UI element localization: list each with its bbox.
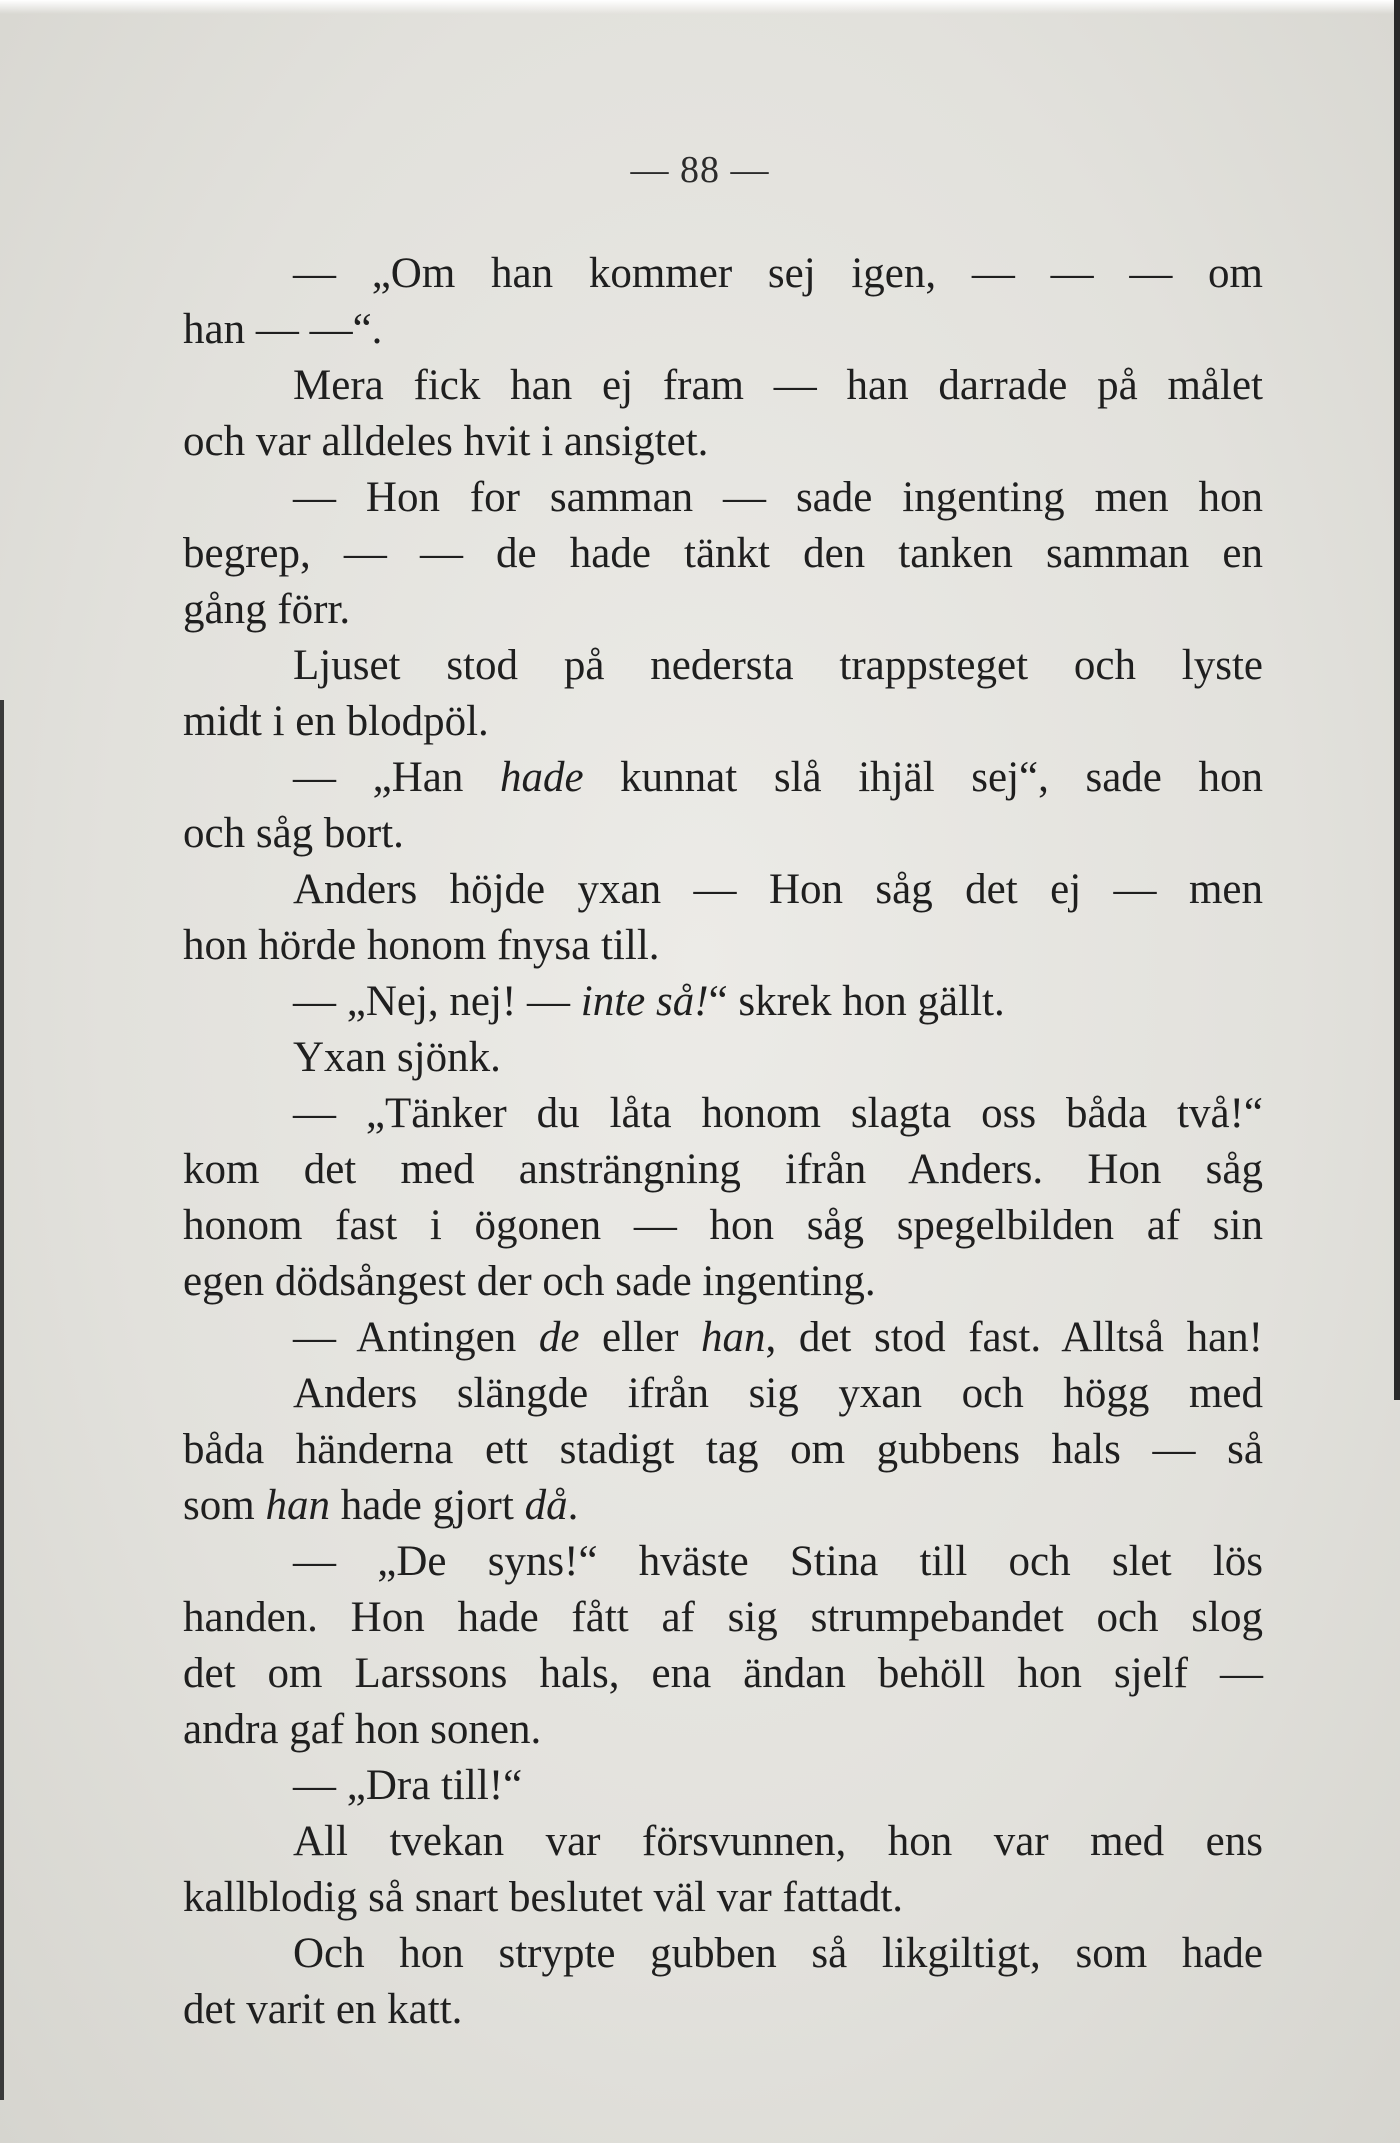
text-line: Och hon strypte gubben så likgiltigt, som hade	[293, 1930, 1263, 1977]
text-line: det om Larssons hals, ena ändan behöll hon sjelf —	[183, 1650, 1263, 1697]
scan-top-edge	[0, 0, 1400, 14]
scan-left-edge	[0, 700, 4, 2100]
text-line: — Antingen de eller han, det stod fast. Alltså han!	[293, 1314, 1263, 1361]
text-line: Anders slängde ifrån sig yxan och högg med	[293, 1370, 1263, 1417]
page-number: — 88 —	[630, 149, 770, 191]
text-line: begrep, — — de hade tänkt den tanken samman en	[183, 530, 1263, 577]
text-line: Yxan sjönk.	[293, 1034, 501, 1081]
text-line: som han hade gjort då.	[183, 1482, 579, 1529]
text-line: han — —“.	[183, 306, 383, 353]
text-line: handen. Hon hade fått af sig strumpebandet och slog	[183, 1594, 1263, 1641]
text-line: — „Om han kommer sej igen, — — — om	[293, 250, 1263, 297]
text-line: kom det med ansträngning ifrån Anders. Hon såg	[183, 1146, 1263, 1193]
text-line: — „Nej, nej! — inte så!“ skrek hon gällt.	[293, 978, 1005, 1025]
scan-right-edge	[1394, 0, 1400, 1400]
text-line: midt i en blodpöl.	[183, 698, 489, 745]
text-line: — Hon for samman — sade ingenting men hon	[293, 474, 1263, 521]
text-line: egen dödsångest der och sade ingenting.	[183, 1258, 876, 1305]
text-line: båda händerna ett stadigt tag om gubbens hals — så	[183, 1426, 1263, 1473]
text-line: Ljuset stod på nedersta trappsteget och lyste	[293, 642, 1263, 689]
text-line: det varit en katt.	[183, 1986, 463, 2033]
text-line: Anders höjde yxan — Hon såg det ej — men	[293, 866, 1263, 913]
text-line: andra gaf hon sonen.	[183, 1706, 542, 1753]
text-line: — „Han hade kunnat slå ihjäl sej“, sade hon	[293, 754, 1263, 801]
text-line: gång förr.	[183, 586, 351, 633]
text-line: Mera fick han ej fram — han darrade på målet	[293, 362, 1263, 409]
text-line: — „De syns!“ hväste Stina till och slet lös	[293, 1538, 1263, 1585]
text-line: honom fast i ögonen — hon såg spegelbilden af sin	[183, 1202, 1263, 1249]
text-line: hon hörde honom fnysa till.	[183, 922, 660, 969]
text-line: All tvekan var försvunnen, hon var med ens	[293, 1818, 1263, 1865]
text-line: kallblodig så snart beslutet väl var fattadt.	[183, 1874, 904, 1921]
text-line: och såg bort.	[183, 810, 404, 857]
body-text	[183, 246, 1263, 2038]
text-line: och var alldeles hvit i ansigtet.	[183, 418, 709, 465]
text-line: — „Dra till!“	[293, 1762, 523, 1809]
text-line: — „Tänker du låta honom slagta oss båda två!“	[293, 1090, 1263, 1137]
